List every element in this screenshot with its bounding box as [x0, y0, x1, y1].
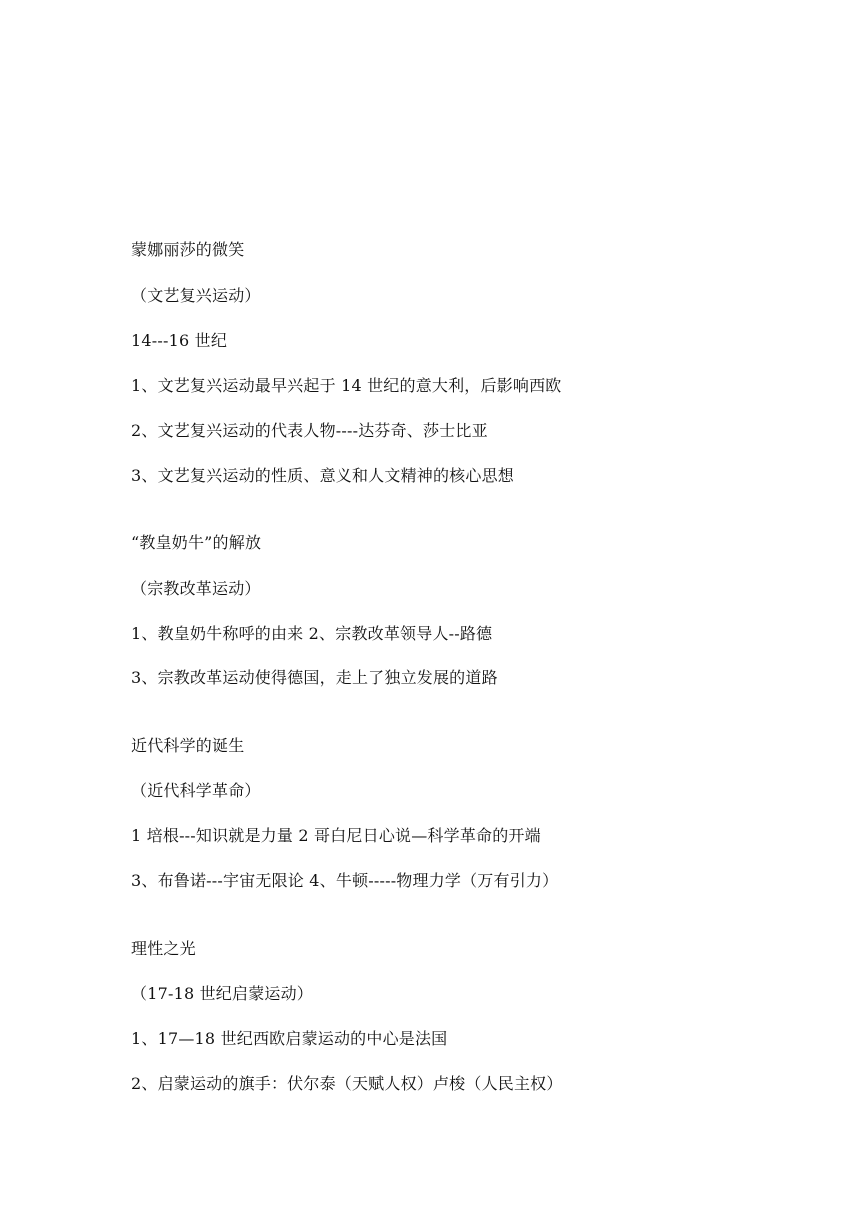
- section-3-title: 近代科学的诞生: [131, 736, 245, 755]
- section-2-line-1: 1、教皇奶牛称呼的由来 2、宗教改革领导人--路德: [131, 624, 493, 643]
- section-1-line-4: 3、文艺复兴运动的性质、意义和人文精神的核心思想: [131, 466, 514, 485]
- section-1-line-2: 1、文艺复兴运动最早兴起于 14 世纪的意大利，后影响西欧: [131, 376, 562, 395]
- section-3-line-1: 1 培根---知识就是力量 2 哥白尼日心说—科学革命的开端: [131, 826, 541, 845]
- section-1-line-1: 14---16 世纪: [131, 331, 228, 350]
- section-1-title: 蒙娜丽莎的微笑: [131, 240, 245, 259]
- section-1-subtitle: （文艺复兴运动）: [131, 286, 261, 305]
- section-4-subtitle: （17-18 世纪启蒙运动）: [131, 984, 314, 1003]
- section-4-line-1: 1、17—18 世纪西欧启蒙运动的中心是法国: [131, 1029, 448, 1048]
- section-4-title: 理性之光: [131, 939, 196, 958]
- section-4-line-2: 2、启蒙运动的旗手：伏尔泰（天赋人权）卢梭（人民主权）: [131, 1074, 563, 1093]
- section-2-title: “教皇奶牛”的解放: [131, 533, 262, 552]
- section-1-line-3: 2、文艺复兴运动的代表人物----达芬奇、莎士比亚: [131, 421, 488, 440]
- section-3-subtitle: （近代科学革命）: [131, 781, 261, 800]
- section-3-line-2: 3、布鲁诺---宇宙无限论 4、牛顿-----物理力学（万有引力）: [131, 871, 559, 890]
- section-2-subtitle: （宗教改革运动）: [131, 579, 261, 598]
- section-2-line-2: 3、宗教改革运动使得德国，走上了独立发展的道路: [131, 668, 498, 687]
